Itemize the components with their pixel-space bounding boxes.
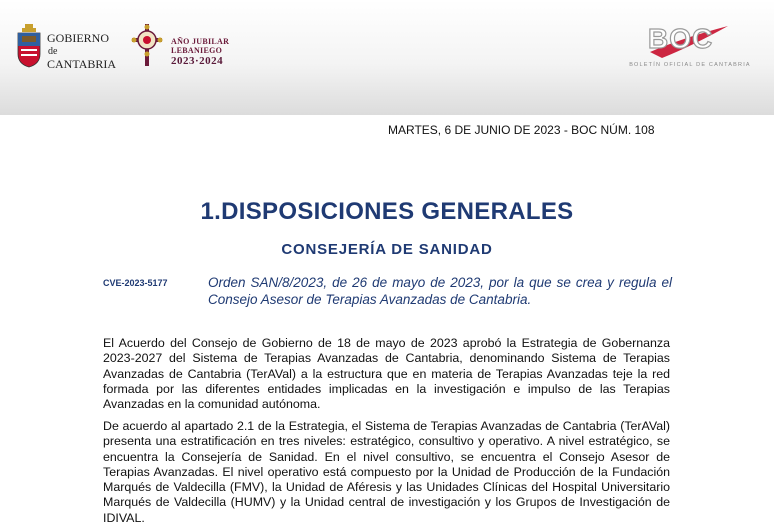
page-header	[0, 0, 774, 115]
orden-title: Orden SAN/8/2023, de 26 de mayo de 2023, por la que se crea y regula el Consejo Asesor de Terapias Avanzadas de Cantabria.	[208, 275, 672, 307]
jubilar-logo-text	[171, 37, 229, 67]
gobierno-line1: GOBIERNO	[47, 31, 109, 45]
boc-logo-text: BOC	[648, 23, 714, 54]
gobierno-line2: de	[48, 46, 58, 57]
jubilar-line1: AÑO JUBILAR	[171, 37, 230, 46]
jubilar-line3: 2023·2024	[171, 55, 224, 67]
date-issue-line: MARTES, 6 DE JUNIO DE 2023 - BOC NÚM. 108	[388, 123, 655, 137]
jubilar-cross-icon	[130, 24, 164, 66]
section-title: 1.DISPOSICIONES GENERALES	[200, 198, 574, 225]
cve-code: CVE-2023-5177	[103, 278, 168, 288]
gobierno-line3: CANTABRIA	[47, 57, 117, 71]
gobierno-cantabria-logo-text	[47, 32, 116, 71]
paragraph-2: De acuerdo al apartado 2.1 de la Estrategia, el Sistema de Terapias Avanzadas de Cantabria (TerAVal) presenta una estratificación en tres niveles: estratégico, consultivo y operativo. A nivel estratégico, se encuentra la Consejería de Sanidad. En el nivel consultivo, se encuentra el Consejo Asesor de Terapias Avanzadas. El nivel operativo está compuesto por la Unidad de Producción de la Fundación Marqués de Valdecilla (FMV), la Unidad de Aféresis y las Unidades Clínicas del Hospital Universitario Marqués de Valdecilla (HUMV) y la Unidad central de investigación y los Grupos de Investigación de IDIVAL.	[103, 419, 670, 525]
jubilar-line2: LEBANIEGO	[171, 46, 223, 55]
boc-subtitle: BOLETÍN OFICIAL DE CANTABRIA	[629, 62, 751, 68]
cantabria-crest-icon	[16, 24, 42, 68]
subsection-title: CONSEJERÍA DE SANIDAD	[281, 241, 493, 258]
boc-logo	[642, 18, 732, 62]
paragraph-1: El Acuerdo del Consejo de Gobierno de 18 de mayo de 2023 aprobó la Estrategia de Gobernanza 2023-2027 del Sistema de Terapias Avanzadas de Cantabria, denominando Sistema de Terapias Avanzadas de Cantabria (TerAVal) a la estructura que en materia de Terapias Avanzadas teje la red formada por las diferentes entidades implicadas en la investigación e impulso de las Terapias Avanzadas en la comunidad autónoma.	[103, 336, 670, 412]
